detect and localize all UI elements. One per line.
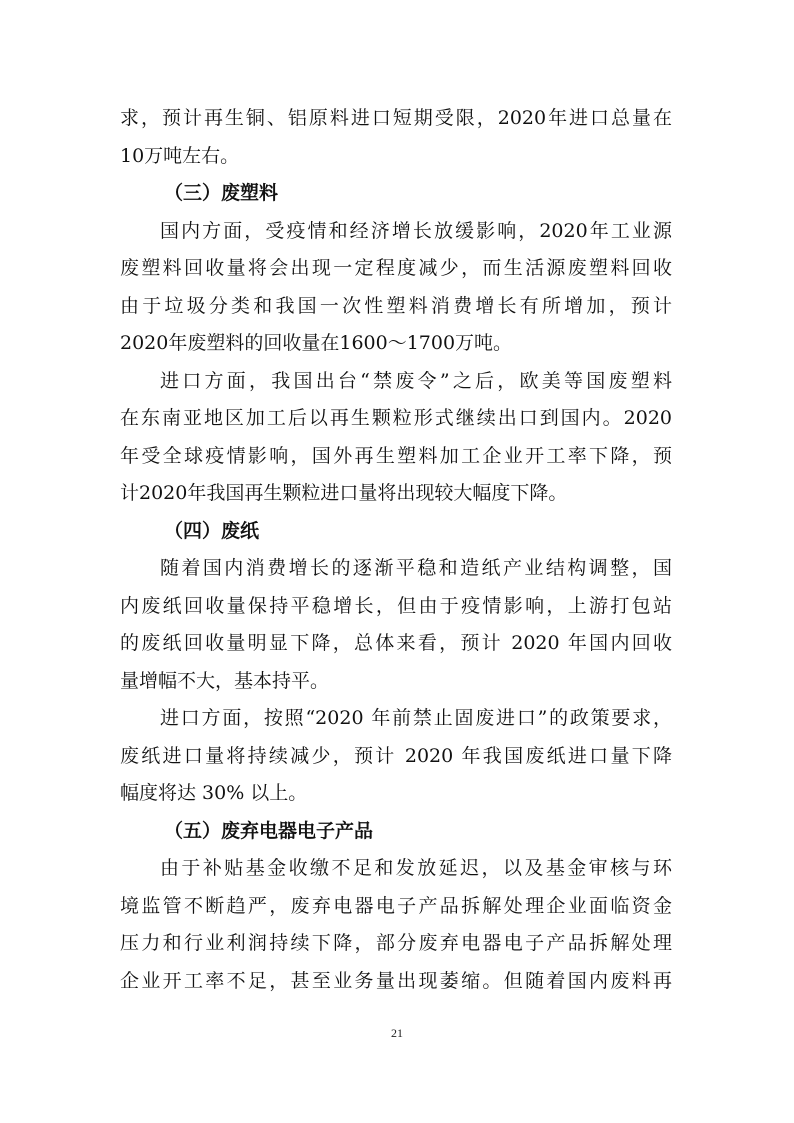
paragraph-line: 在东南亚地区加工后以再生颗粒形式继续出口到国内。2020: [120, 407, 672, 429]
paragraph-line: 随着国内消费增长的逐渐平稳和造纸产业结构调整，国: [160, 557, 672, 579]
page-number: 21: [391, 1026, 403, 1040]
section-heading-waste-electronics: （五）废弃电器电子产品: [164, 819, 374, 842]
paragraph-line: 幅度将达 30% 以上。: [120, 782, 308, 804]
paragraph-line: 由于补贴基金收缴不足和发放延迟，以及基金审核与环: [160, 857, 672, 879]
paragraph-line: 企业开工率不足，甚至业务量出现萎缩。但随着国内废料再: [120, 969, 672, 992]
paragraph-line: 2020年废塑料的回收量在1600～1700万吨。: [120, 332, 513, 354]
section-heading-waste-plastic: （三）废塑料: [164, 182, 279, 204]
paragraph-line: 内废纸回收量保持平稳增长，但由于疫情影响，上游打包站: [120, 594, 672, 617]
paragraph-line: 量增幅不大，基本持平。: [120, 669, 330, 692]
paragraph-line: 废纸进口量将持续减少，预计 2020 年我国废纸进口量下降: [120, 744, 672, 767]
paragraph-line: 进口方面，我国出台“禁废令”之后，欧美等国废塑料: [160, 369, 672, 392]
paragraph-line: 计2020年我国再生颗粒进口量将出现较大幅度下降。: [120, 482, 568, 504]
paragraph-line: 的废纸回收量明显下降，总体来看，预计 2020 年国内回收: [120, 632, 672, 654]
paragraph-line: 由于垃圾分类和我国一次性塑料消费增长有所增加，预计: [120, 294, 672, 317]
paragraph-line: 废塑料回收量将会出现一定程度减少，而生活源废塑料回收: [120, 257, 672, 279]
section-heading-waste-paper: （四）废纸: [164, 519, 260, 542]
paragraph-line: 进口方面，按照“2020 年前禁止固废进口”的政策要求，: [160, 707, 672, 729]
page-body: [120, 100, 672, 1000]
paragraph-line: 国内方面，受疫情和经济增长放缓影响，2020年工业源: [160, 219, 672, 242]
paragraph-line: 年受全球疫情影响，国外再生塑料加工企业开工率下降，预: [120, 444, 672, 467]
paragraph-line: 境监管不断趋严，废弃电器电子产品拆解处理企业面临资金: [120, 894, 672, 917]
paragraph-line: 求，预计再生铜、铝原料进口短期受限，2020年进口总量在: [120, 107, 672, 129]
paragraph-line: 10万吨左右。: [120, 144, 240, 167]
paragraph-line: 压力和行业利润持续下降，部分废弃电器电子产品拆解处理: [120, 932, 672, 954]
